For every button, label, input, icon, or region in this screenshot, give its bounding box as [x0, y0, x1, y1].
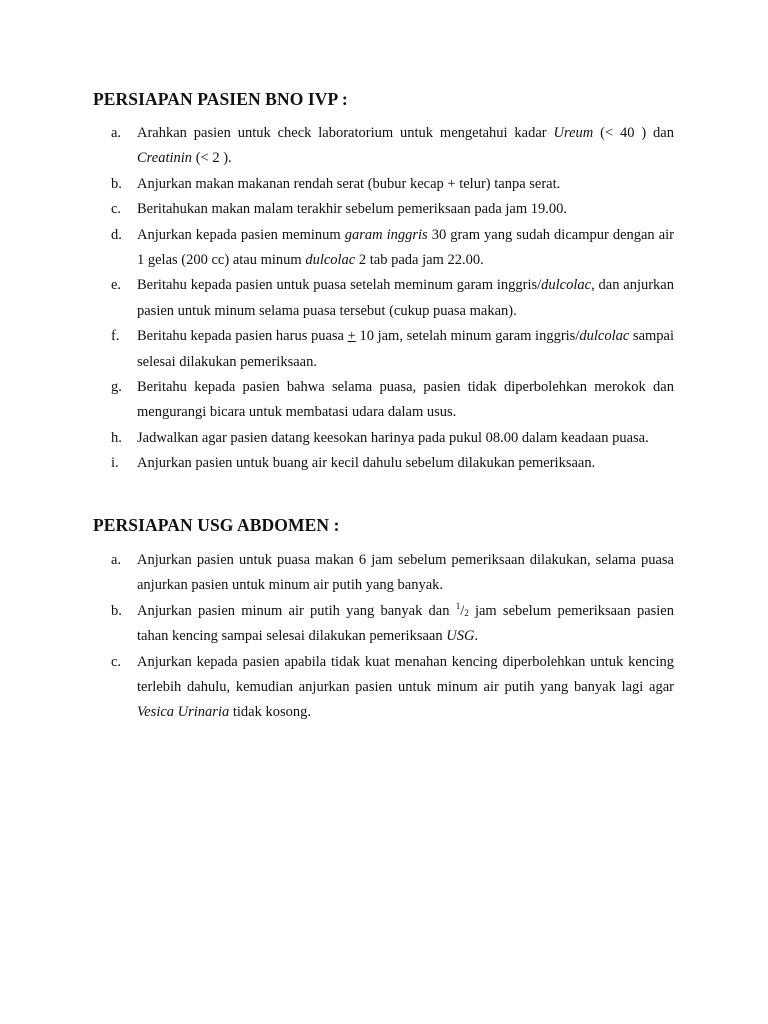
item-text: sampai selesai dilakukan pemeriksaan. — [137, 328, 675, 370]
list-marker: h. — [111, 429, 122, 446]
list-marker: a. — [111, 552, 122, 568]
item-text: Jadwalkan agar pasien datang keesokan harinya pada pukul 08.00 dalam keadaan puasa. — [137, 429, 649, 446]
item-text: (< 40 ) dan — [593, 125, 674, 141]
item-text: Beritahu kepada pasien bahwa selama puasa, pasien tidak diperbolehkan merokok dan mengurangi bicara untuk membatasi udara dalam usus. — [137, 379, 674, 421]
item-text: Anjurkan pasien minum air putih yang banyak dan — [137, 602, 456, 619]
item-italic-term: garam inggris — [344, 226, 428, 243]
item-text: (< 2 ). — [192, 150, 232, 167]
item-italic-term: Vesica Urinaria — [137, 704, 230, 721]
list-item — [111, 273, 674, 324]
list-marker: e. — [111, 277, 122, 294]
list-marker: c. — [111, 201, 122, 218]
fraction-denominator: 2 — [464, 607, 469, 618]
list-item — [111, 223, 674, 274]
list-item — [111, 197, 674, 222]
item-text: , dan anjurkan pasien untuk minum selama puasa tersebut (cukup puasa makan). — [137, 277, 674, 319]
item-text: 2 tab pada jam 22.00. — [355, 252, 484, 269]
usg-abdomen-list — [111, 548, 674, 726]
list-item — [111, 324, 675, 375]
item-text: Anjurkan kepada pasien apabila tidak kuat menahan kencing diperbolehkan untuk kencing terlebih dahulu, kemudian anjurkan pasien untuk minum air putih yang banyak lagi agar — [137, 653, 674, 696]
list-marker: a. — [111, 125, 122, 141]
list-marker: c. — [111, 653, 122, 670]
list-item — [111, 650, 674, 726]
item-text: Beritahu kepada pasien harus puasa — [137, 328, 348, 345]
item-italic-term: Creatinin — [137, 150, 193, 167]
list-marker: f. — [111, 328, 120, 345]
item-text: jam sebelum pemeriksaan pasien tahan kencing sampai selesai dilakukan pemeriksaan — [137, 602, 674, 645]
list-item — [111, 548, 674, 599]
item-text: Anjurkan pasien untuk buang air kecil dahulu sebelum dilakukan pemeriksaan. — [137, 455, 596, 472]
item-text: 10 jam, setelah minum garam inggris/ — [355, 328, 580, 345]
fraction-half — [455, 600, 469, 619]
section-title-bno-ivp: PERSIAPAN PASIEN BNO IVP : — [93, 89, 348, 109]
list-marker: d. — [111, 226, 122, 243]
item-text: Beritahukan makan malam terakhir sebelum pemeriksaan pada jam 19.00. — [137, 201, 568, 218]
item-text: Beritahu kepada pasien untuk puasa setelah meminum garam inggris/ — [137, 277, 542, 294]
list-item — [111, 121, 674, 172]
list-marker: b. — [111, 175, 122, 192]
list-marker: g. — [111, 379, 122, 396]
item-italic-term: dulcolac — [541, 277, 592, 294]
list-marker: b. — [111, 602, 122, 619]
plus-minus-symbol: + — [347, 328, 356, 345]
item-text: Anjurkan pasien untuk puasa makan 6 jam sebelum pemeriksaan dilakukan, selama puasa anjurkan pasien untuk minum air putih yang banyak. — [137, 552, 674, 594]
list-item — [111, 375, 674, 426]
item-text: Anjurkan makan makanan rendah serat (bubur kecap + telur) tanpa serat. — [137, 175, 561, 192]
item-text: Anjurkan kepada pasien meminum — [137, 226, 345, 243]
list-item — [111, 451, 674, 476]
item-italic-term: USG — [446, 628, 475, 645]
list-item — [111, 599, 674, 650]
item-italic-term: dulcolac — [579, 328, 630, 345]
item-text: tidak kosong. — [229, 704, 311, 721]
fraction-numerator: 1 — [455, 600, 461, 611]
list-item — [111, 172, 674, 197]
item-text: . — [474, 628, 479, 645]
list-marker: i. — [111, 455, 119, 472]
bno-ivp-list — [111, 121, 675, 477]
item-italic-term: dulcolac — [305, 252, 356, 269]
list-item — [111, 426, 674, 451]
item-text: Arahkan pasien untuk check laboratorium untuk mengetahui kadar — [137, 125, 554, 141]
item-text: 30 gram yang sudah dicampur dengan air 1 gelas (200 cc) atau minum — [137, 226, 674, 269]
item-italic-term: Ureum — [553, 125, 594, 141]
section-title-usg-abdomen: PERSIAPAN USG ABDOMEN : — [93, 515, 340, 535]
fraction-slash: / — [460, 602, 465, 619]
